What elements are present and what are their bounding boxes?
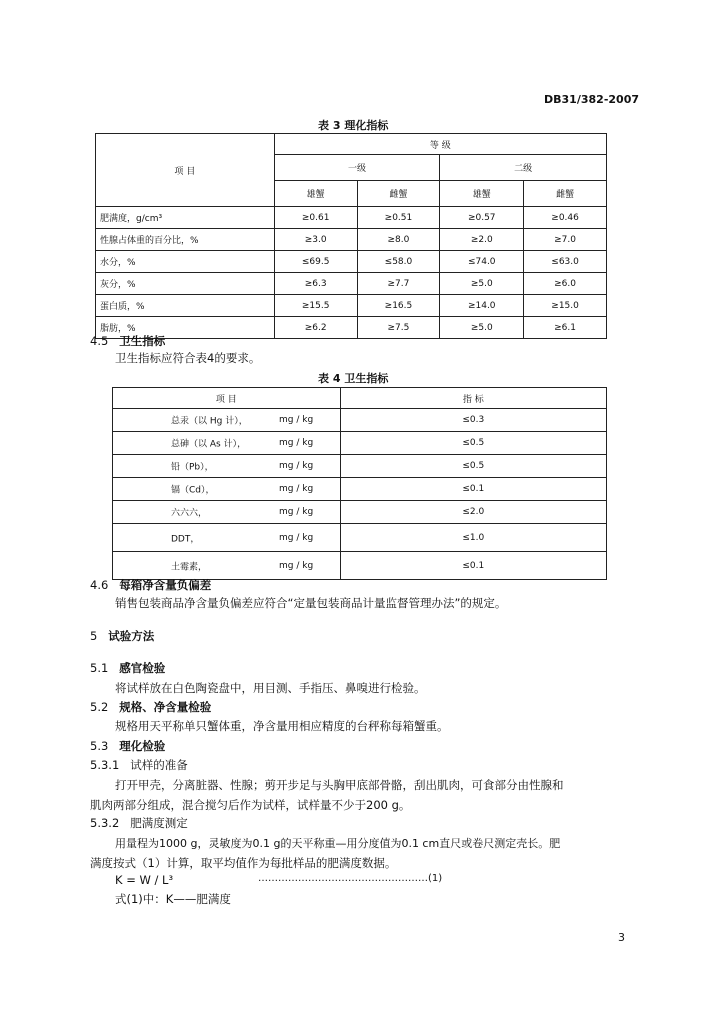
table3-cell: ≥6.3 — [274, 273, 357, 295]
table3-cell: ≤63.0 — [524, 251, 607, 273]
section-number: 4.5 — [90, 334, 109, 348]
table3-grade-1: 一级 — [274, 155, 440, 181]
table3-cell: ≥0.46 — [524, 207, 607, 229]
table4-item-name: 六六六， — [171, 508, 208, 519]
table3-cell: ≥6.2 — [274, 317, 357, 339]
table3-grade-2: 二级 — [440, 155, 607, 181]
table3-cell: ≥16.5 — [357, 295, 440, 317]
section-title: 试验方法 — [108, 629, 155, 643]
section-5-3-1-line1: 打开甲壳，分离脏器、性腺；剪开步足与头胸甲底部骨骼，刮出肌肉，可食部分由性腺和 — [115, 778, 564, 792]
table3-cell: ≥0.51 — [357, 207, 440, 229]
table3-cell: ≥5.0 — [440, 317, 524, 339]
table3-caption: 表 3 理化指标 — [318, 119, 389, 132]
table4-item-unit: mg / kg — [279, 461, 314, 471]
section-title: 每箱净含量负偏差 — [119, 578, 212, 592]
table4-item-unit: mg / kg — [279, 484, 314, 494]
section-5-3-2-line2: 满度按式（1）计算，取平均值作为每批样品的肥满度数据。 — [90, 856, 397, 870]
table3-cell: ≥3.0 — [274, 229, 357, 251]
table4-item — [113, 409, 341, 432]
section-5-2-heading — [90, 699, 211, 715]
section-number: 5.3.2 — [90, 816, 120, 830]
table4-item-name: 土霉素， — [171, 562, 208, 572]
table3-row — [96, 229, 607, 251]
section-5-2-text: 规格用天平称单只蟹体重，净含量用相应精度的台秤称每箱蟹重。 — [115, 719, 449, 733]
table3-cell: ≤58.0 — [357, 251, 440, 273]
table4-item — [113, 478, 341, 501]
table3-cell: ≥6.0 — [524, 273, 607, 295]
table3-sex-female: 雌蟹 — [357, 181, 440, 207]
table4-row — [113, 455, 607, 478]
table3-sex-male: 雄蟹 — [440, 181, 524, 207]
section-number: 5 — [90, 629, 98, 643]
table3-cell: ≥2.0 — [440, 229, 524, 251]
table4-row — [113, 524, 607, 552]
section-number: 5.3.1 — [90, 758, 120, 772]
table3-cell: ≥8.0 — [357, 229, 440, 251]
table3-row-label: 水分，% — [96, 251, 275, 273]
table3-cell: ≥15.5 — [274, 295, 357, 317]
table3-cell: ≥6.1 — [524, 317, 607, 339]
table4-item-name: 总汞（以 Hg 计）， — [171, 416, 248, 427]
table4-value: ≤0.5 — [340, 455, 606, 478]
table4-header-index: 指 标 — [340, 388, 606, 409]
section-5-3-heading — [90, 738, 165, 754]
formula-1-number: ……………………………………………(1) — [258, 873, 443, 884]
table3-row — [96, 251, 607, 273]
table4-item-name: 镉（Cd）， — [171, 485, 215, 496]
section-title: 理化检验 — [119, 739, 166, 753]
section-4-5-heading — [90, 333, 165, 349]
table4-row — [113, 432, 607, 455]
table3-row — [96, 295, 607, 317]
table3-cell: ≥5.0 — [440, 273, 524, 295]
table3-header-item: 项 目 — [96, 134, 275, 207]
table3-row-label: 脂肪，% — [96, 317, 275, 339]
page-number: 3 — [618, 931, 625, 944]
table4-item — [113, 455, 341, 478]
table4-header-item: 项 目 — [113, 388, 341, 409]
standard-code: DB31/382-2007 — [544, 93, 639, 106]
table4-value: ≤2.0 — [340, 501, 606, 524]
table4-value: ≤0.5 — [340, 432, 606, 455]
table4-item-unit: mg / kg — [279, 507, 314, 517]
table4-row — [113, 501, 607, 524]
table4-hygiene — [112, 387, 607, 580]
table3-cell: ≤74.0 — [440, 251, 524, 273]
table4-item-unit: mg / kg — [279, 560, 314, 571]
table3-row-label: 肥满度，g/cm³ — [96, 207, 275, 229]
table4-item-name: DDT， — [171, 534, 200, 544]
table4-row — [113, 552, 607, 580]
section-title: 规格、净含量检验 — [119, 700, 212, 714]
table3-cell: ≥7.0 — [524, 229, 607, 251]
table3-row-label: 灰分，% — [96, 273, 275, 295]
table4-value: ≤0.1 — [340, 552, 606, 580]
table3-cell: ≥7.5 — [357, 317, 440, 339]
section-5-3-1-line2: 肌肉两部分组成，混合搅匀后作为试样，试样量不少于200 g。 — [90, 798, 411, 812]
table3-row — [96, 317, 607, 339]
section-number: 5.1 — [90, 661, 109, 675]
table4-item — [113, 524, 341, 552]
section-4-6-heading — [90, 577, 211, 593]
table3-row — [96, 273, 607, 295]
table4-caption: 表 4 卫生指标 — [318, 372, 389, 385]
table3-sex-female: 雌蟹 — [524, 181, 607, 207]
table3-sex-male: 雄蟹 — [274, 181, 357, 207]
section-number: 5.3 — [90, 739, 109, 753]
table4-value: ≤0.1 — [340, 478, 606, 501]
table3-row-label: 性腺占体重的百分比，% — [96, 229, 275, 251]
table4-row — [113, 409, 607, 432]
table4-item-unit: mg / kg — [279, 438, 314, 448]
table3-cell: ≥7.7 — [357, 273, 440, 295]
formula-1: K = W / L³ — [115, 873, 174, 887]
section-title: 卫生指标 — [119, 334, 166, 348]
table3-row-label: 蛋白质，% — [96, 295, 275, 317]
section-5-heading — [90, 628, 154, 644]
section-5-1-heading — [90, 660, 165, 676]
table4-item-name: 总砷（以 As 计）， — [171, 439, 247, 450]
section-title: 肥满度测定 — [130, 816, 188, 830]
table3-row — [96, 207, 607, 229]
section-5-3-2-heading — [90, 815, 188, 831]
section-title: 试样的准备 — [130, 758, 188, 772]
table4-value: ≤0.3 — [340, 409, 606, 432]
section-5-3-1-heading — [90, 757, 188, 773]
section-title: 感官检验 — [119, 661, 166, 675]
table4-item — [113, 552, 341, 580]
table3-cell: ≥0.57 — [440, 207, 524, 229]
table3-cell: ≤69.5 — [274, 251, 357, 273]
table4-item-unit: mg / kg — [279, 415, 314, 425]
table4-row — [113, 478, 607, 501]
table3-header-grade: 等 级 — [274, 134, 606, 155]
section-5-3-2-line1: 用量程为1000 g，灵敏度为0.1 g的天平称重—用分度值为0.1 cm直尺或卷尺测定壳长。肥 — [115, 837, 561, 850]
formula-1-where: 式(1)中：K——肥满度 — [115, 892, 231, 906]
section-4-6-text: 销售包装商品净含量负偏差应符合“定量包装商品计量监督管理办法”的规定。 — [115, 596, 507, 610]
table4-item — [113, 501, 341, 524]
section-5-1-text: 将试样放在白色陶瓷盘中，用目测、手指压、鼻嗅进行检验。 — [115, 681, 426, 695]
table3-cell: ≥15.0 — [524, 295, 607, 317]
section-4-5-text: 卫生指标应符合表4的要求。 — [115, 351, 261, 365]
table4-item-name: 铅（Pb）， — [171, 462, 214, 473]
table3-cell: ≥0.61 — [274, 207, 357, 229]
table3-physicochemical — [95, 133, 607, 339]
table3-cell: ≥14.0 — [440, 295, 524, 317]
table4-item-unit: mg / kg — [279, 532, 314, 543]
section-number: 5.2 — [90, 700, 109, 714]
section-number: 4.6 — [90, 578, 109, 592]
table4-value: ≤1.0 — [340, 524, 606, 552]
table4-item — [113, 432, 341, 455]
